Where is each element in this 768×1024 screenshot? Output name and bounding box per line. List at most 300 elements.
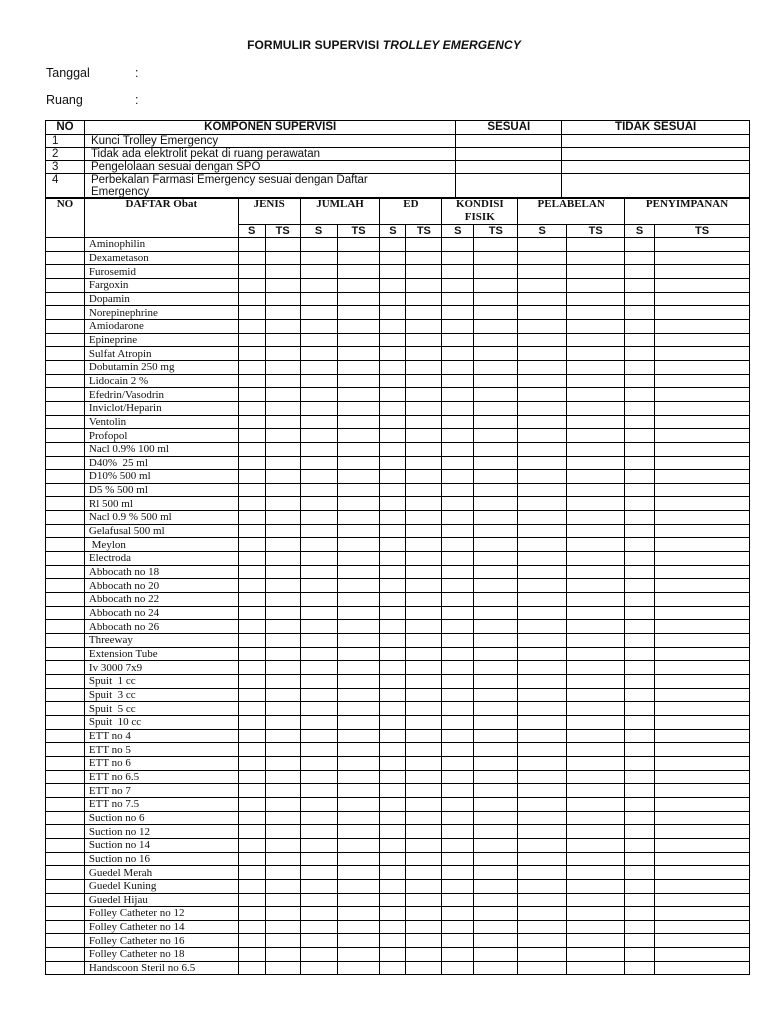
check-cell-ts[interactable]	[337, 825, 380, 839]
check-cell-s[interactable]	[238, 838, 265, 852]
check-cell-s[interactable]	[238, 319, 265, 333]
check-cell-s[interactable]	[625, 538, 655, 552]
check-cell-s[interactable]	[442, 319, 474, 333]
check-cell-ts[interactable]	[567, 743, 625, 757]
check-cell-s[interactable]	[380, 415, 406, 429]
check-cell-ts[interactable]	[337, 360, 380, 374]
check-cell-ts[interactable]	[655, 292, 750, 306]
check-cell-s[interactable]	[380, 347, 406, 361]
check-cell-ts[interactable]	[337, 415, 380, 429]
check-cell-s[interactable]	[442, 770, 474, 784]
check-cell-ts[interactable]	[567, 661, 625, 675]
check-cell-ts[interactable]	[406, 770, 442, 784]
check-cell-s[interactable]	[238, 702, 265, 716]
check-cell-s[interactable]	[238, 620, 265, 634]
check-cell-ts[interactable]	[655, 647, 750, 661]
check-cell-ts[interactable]	[567, 306, 625, 320]
check-cell-s[interactable]	[238, 852, 265, 866]
check-cell-s[interactable]	[380, 278, 406, 292]
check-cell-ts[interactable]	[265, 838, 300, 852]
check-cell-s[interactable]	[442, 620, 474, 634]
check-cell-s[interactable]	[238, 415, 265, 429]
check-cell-s[interactable]	[300, 552, 337, 566]
check-cell-s[interactable]	[380, 552, 406, 566]
check-cell-ts[interactable]	[655, 893, 750, 907]
check-cell-s[interactable]	[442, 920, 474, 934]
check-cell-s[interactable]	[625, 319, 655, 333]
check-cell-s[interactable]	[442, 278, 474, 292]
check-cell-ts[interactable]	[337, 442, 380, 456]
check-cell-ts[interactable]	[265, 538, 300, 552]
check-cell-ts[interactable]	[567, 347, 625, 361]
check-cell-s[interactable]	[442, 893, 474, 907]
check-cell-ts[interactable]	[567, 401, 625, 415]
check-cell-ts[interactable]	[265, 374, 300, 388]
check-cell-ts[interactable]	[337, 497, 380, 511]
check-cell-s[interactable]	[625, 852, 655, 866]
check-cell-s[interactable]	[625, 811, 655, 825]
check-cell-ts[interactable]	[265, 456, 300, 470]
check-cell-s[interactable]	[625, 675, 655, 689]
sesuai-cell[interactable]	[456, 148, 562, 161]
check-cell-ts[interactable]	[406, 538, 442, 552]
check-cell-s[interactable]	[380, 360, 406, 374]
check-cell-ts[interactable]	[567, 292, 625, 306]
check-cell-ts[interactable]	[406, 483, 442, 497]
check-cell-s[interactable]	[442, 579, 474, 593]
check-cell-ts[interactable]	[337, 784, 380, 798]
check-cell-s[interactable]	[518, 879, 567, 893]
check-cell-ts[interactable]	[655, 688, 750, 702]
check-cell-s[interactable]	[518, 552, 567, 566]
check-cell-ts[interactable]	[567, 579, 625, 593]
check-cell-ts[interactable]	[474, 306, 518, 320]
check-cell-s[interactable]	[238, 729, 265, 743]
check-cell-ts[interactable]	[337, 347, 380, 361]
check-cell-ts[interactable]	[265, 606, 300, 620]
check-cell-s[interactable]	[300, 415, 337, 429]
check-cell-ts[interactable]	[406, 893, 442, 907]
check-cell-s[interactable]	[625, 934, 655, 948]
check-cell-s[interactable]	[518, 647, 567, 661]
check-cell-ts[interactable]	[474, 319, 518, 333]
check-cell-ts[interactable]	[567, 934, 625, 948]
check-cell-s[interactable]	[300, 456, 337, 470]
check-cell-s[interactable]	[300, 442, 337, 456]
check-cell-ts[interactable]	[406, 593, 442, 607]
check-cell-s[interactable]	[300, 538, 337, 552]
check-cell-s[interactable]	[518, 634, 567, 648]
check-cell-s[interactable]	[442, 784, 474, 798]
check-cell-ts[interactable]	[406, 292, 442, 306]
check-cell-s[interactable]	[518, 811, 567, 825]
check-cell-ts[interactable]	[567, 825, 625, 839]
check-cell-s[interactable]	[518, 251, 567, 265]
check-cell-ts[interactable]	[406, 825, 442, 839]
check-cell-ts[interactable]	[265, 647, 300, 661]
tidak-sesuai-cell[interactable]	[562, 174, 750, 199]
check-cell-ts[interactable]	[655, 661, 750, 675]
check-cell-s[interactable]	[518, 292, 567, 306]
check-cell-ts[interactable]	[567, 756, 625, 770]
check-cell-ts[interactable]	[655, 483, 750, 497]
check-cell-s[interactable]	[238, 770, 265, 784]
check-cell-ts[interactable]	[567, 961, 625, 975]
check-cell-ts[interactable]	[567, 606, 625, 620]
check-cell-ts[interactable]	[406, 333, 442, 347]
check-cell-s[interactable]	[518, 415, 567, 429]
check-cell-s[interactable]	[442, 388, 474, 402]
check-cell-ts[interactable]	[265, 934, 300, 948]
check-cell-s[interactable]	[625, 715, 655, 729]
check-cell-ts[interactable]	[265, 675, 300, 689]
check-cell-ts[interactable]	[655, 620, 750, 634]
check-cell-s[interactable]	[442, 866, 474, 880]
check-cell-ts[interactable]	[265, 497, 300, 511]
check-cell-s[interactable]	[380, 647, 406, 661]
check-cell-ts[interactable]	[406, 415, 442, 429]
check-cell-s[interactable]	[300, 429, 337, 443]
check-cell-s[interactable]	[442, 374, 474, 388]
check-cell-s[interactable]	[380, 292, 406, 306]
check-cell-ts[interactable]	[406, 811, 442, 825]
check-cell-ts[interactable]	[655, 401, 750, 415]
check-cell-ts[interactable]	[337, 770, 380, 784]
check-cell-ts[interactable]	[474, 374, 518, 388]
check-cell-s[interactable]	[300, 374, 337, 388]
check-cell-s[interactable]	[442, 538, 474, 552]
check-cell-ts[interactable]	[406, 565, 442, 579]
check-cell-ts[interactable]	[406, 524, 442, 538]
check-cell-s[interactable]	[518, 784, 567, 798]
check-cell-s[interactable]	[238, 265, 265, 279]
check-cell-ts[interactable]	[265, 442, 300, 456]
check-cell-ts[interactable]	[337, 620, 380, 634]
check-cell-ts[interactable]	[265, 852, 300, 866]
check-cell-ts[interactable]	[474, 265, 518, 279]
check-cell-s[interactable]	[625, 456, 655, 470]
check-cell-s[interactable]	[300, 811, 337, 825]
check-cell-s[interactable]	[300, 634, 337, 648]
check-cell-ts[interactable]	[567, 497, 625, 511]
check-cell-ts[interactable]	[265, 811, 300, 825]
check-cell-s[interactable]	[518, 702, 567, 716]
check-cell-ts[interactable]	[474, 702, 518, 716]
check-cell-s[interactable]	[238, 470, 265, 484]
check-cell-ts[interactable]	[474, 743, 518, 757]
check-cell-ts[interactable]	[474, 565, 518, 579]
check-cell-ts[interactable]	[567, 948, 625, 962]
check-cell-ts[interactable]	[655, 306, 750, 320]
check-cell-s[interactable]	[300, 675, 337, 689]
check-cell-s[interactable]	[238, 675, 265, 689]
check-cell-ts[interactable]	[265, 278, 300, 292]
check-cell-ts[interactable]	[265, 251, 300, 265]
check-cell-ts[interactable]	[655, 429, 750, 443]
check-cell-ts[interactable]	[474, 934, 518, 948]
check-cell-s[interactable]	[442, 552, 474, 566]
check-cell-s[interactable]	[238, 811, 265, 825]
check-cell-ts[interactable]	[474, 756, 518, 770]
check-cell-s[interactable]	[300, 961, 337, 975]
check-cell-ts[interactable]	[337, 743, 380, 757]
check-cell-ts[interactable]	[567, 265, 625, 279]
check-cell-ts[interactable]	[655, 797, 750, 811]
check-cell-s[interactable]	[442, 647, 474, 661]
check-cell-ts[interactable]	[474, 483, 518, 497]
check-cell-s[interactable]	[518, 593, 567, 607]
check-cell-s[interactable]	[518, 675, 567, 689]
check-cell-ts[interactable]	[337, 374, 380, 388]
check-cell-ts[interactable]	[406, 756, 442, 770]
check-cell-ts[interactable]	[406, 306, 442, 320]
check-cell-ts[interactable]	[567, 920, 625, 934]
check-cell-ts[interactable]	[567, 442, 625, 456]
check-cell-ts[interactable]	[567, 552, 625, 566]
check-cell-s[interactable]	[380, 797, 406, 811]
check-cell-s[interactable]	[625, 524, 655, 538]
check-cell-ts[interactable]	[265, 893, 300, 907]
check-cell-ts[interactable]	[406, 251, 442, 265]
check-cell-s[interactable]	[442, 743, 474, 757]
check-cell-s[interactable]	[380, 511, 406, 525]
check-cell-ts[interactable]	[337, 388, 380, 402]
ruang-field[interactable]	[46, 93, 139, 107]
check-cell-s[interactable]	[238, 251, 265, 265]
check-cell-ts[interactable]	[567, 319, 625, 333]
check-cell-ts[interactable]	[265, 825, 300, 839]
check-cell-ts[interactable]	[406, 620, 442, 634]
check-cell-s[interactable]	[380, 470, 406, 484]
check-cell-s[interactable]	[442, 347, 474, 361]
check-cell-s[interactable]	[238, 347, 265, 361]
check-cell-ts[interactable]	[655, 634, 750, 648]
check-cell-s[interactable]	[380, 756, 406, 770]
check-cell-s[interactable]	[442, 251, 474, 265]
check-cell-s[interactable]	[300, 333, 337, 347]
check-cell-ts[interactable]	[655, 415, 750, 429]
check-cell-s[interactable]	[442, 306, 474, 320]
check-cell-s[interactable]	[442, 442, 474, 456]
check-cell-s[interactable]	[380, 852, 406, 866]
check-cell-s[interactable]	[380, 784, 406, 798]
check-cell-ts[interactable]	[406, 388, 442, 402]
check-cell-ts[interactable]	[567, 688, 625, 702]
check-cell-s[interactable]	[238, 634, 265, 648]
check-cell-s[interactable]	[380, 565, 406, 579]
check-cell-ts[interactable]	[406, 347, 442, 361]
check-cell-s[interactable]	[518, 756, 567, 770]
check-cell-ts[interactable]	[567, 784, 625, 798]
check-cell-ts[interactable]	[406, 797, 442, 811]
sesuai-cell[interactable]	[456, 174, 562, 199]
check-cell-ts[interactable]	[337, 251, 380, 265]
check-cell-ts[interactable]	[265, 634, 300, 648]
check-cell-ts[interactable]	[337, 265, 380, 279]
check-cell-ts[interactable]	[474, 784, 518, 798]
check-cell-ts[interactable]	[406, 866, 442, 880]
check-cell-s[interactable]	[625, 756, 655, 770]
check-cell-ts[interactable]	[474, 948, 518, 962]
check-cell-s[interactable]	[442, 265, 474, 279]
check-cell-s[interactable]	[518, 934, 567, 948]
check-cell-s[interactable]	[300, 497, 337, 511]
check-cell-ts[interactable]	[337, 429, 380, 443]
check-cell-ts[interactable]	[474, 961, 518, 975]
check-cell-ts[interactable]	[337, 715, 380, 729]
check-cell-s[interactable]	[300, 920, 337, 934]
check-cell-s[interactable]	[300, 292, 337, 306]
check-cell-ts[interactable]	[655, 729, 750, 743]
check-cell-s[interactable]	[625, 620, 655, 634]
check-cell-s[interactable]	[300, 866, 337, 880]
check-cell-s[interactable]	[518, 893, 567, 907]
check-cell-ts[interactable]	[337, 456, 380, 470]
check-cell-s[interactable]	[518, 729, 567, 743]
check-cell-ts[interactable]	[265, 524, 300, 538]
check-cell-s[interactable]	[625, 920, 655, 934]
check-cell-ts[interactable]	[337, 552, 380, 566]
check-cell-ts[interactable]	[655, 879, 750, 893]
check-cell-ts[interactable]	[337, 797, 380, 811]
check-cell-s[interactable]	[442, 238, 474, 252]
check-cell-s[interactable]	[625, 770, 655, 784]
check-cell-s[interactable]	[625, 634, 655, 648]
check-cell-s[interactable]	[625, 278, 655, 292]
check-cell-s[interactable]	[380, 920, 406, 934]
check-cell-ts[interactable]	[406, 401, 442, 415]
check-cell-s[interactable]	[518, 961, 567, 975]
check-cell-ts[interactable]	[406, 278, 442, 292]
check-cell-ts[interactable]	[337, 838, 380, 852]
check-cell-ts[interactable]	[474, 606, 518, 620]
check-cell-s[interactable]	[625, 606, 655, 620]
check-cell-ts[interactable]	[337, 483, 380, 497]
tidak-sesuai-cell[interactable]	[562, 135, 750, 148]
check-cell-s[interactable]	[238, 825, 265, 839]
check-cell-ts[interactable]	[655, 360, 750, 374]
check-cell-ts[interactable]	[474, 675, 518, 689]
check-cell-s[interactable]	[300, 606, 337, 620]
check-cell-s[interactable]	[300, 838, 337, 852]
check-cell-ts[interactable]	[567, 456, 625, 470]
check-cell-s[interactable]	[238, 606, 265, 620]
check-cell-ts[interactable]	[406, 661, 442, 675]
check-cell-s[interactable]	[625, 893, 655, 907]
check-cell-ts[interactable]	[567, 797, 625, 811]
check-cell-ts[interactable]	[406, 319, 442, 333]
check-cell-ts[interactable]	[337, 579, 380, 593]
check-cell-s[interactable]	[518, 401, 567, 415]
check-cell-ts[interactable]	[567, 702, 625, 716]
check-cell-ts[interactable]	[567, 879, 625, 893]
check-cell-ts[interactable]	[265, 688, 300, 702]
check-cell-s[interactable]	[300, 483, 337, 497]
check-cell-s[interactable]	[442, 948, 474, 962]
check-cell-ts[interactable]	[406, 675, 442, 689]
check-cell-ts[interactable]	[655, 866, 750, 880]
check-cell-s[interactable]	[300, 729, 337, 743]
check-cell-ts[interactable]	[265, 743, 300, 757]
check-cell-s[interactable]	[380, 893, 406, 907]
check-cell-ts[interactable]	[265, 920, 300, 934]
check-cell-s[interactable]	[442, 702, 474, 716]
check-cell-ts[interactable]	[406, 238, 442, 252]
check-cell-ts[interactable]	[406, 579, 442, 593]
check-cell-ts[interactable]	[474, 552, 518, 566]
check-cell-s[interactable]	[238, 961, 265, 975]
check-cell-s[interactable]	[300, 306, 337, 320]
check-cell-s[interactable]	[518, 852, 567, 866]
check-cell-ts[interactable]	[406, 702, 442, 716]
check-cell-ts[interactable]	[265, 784, 300, 798]
check-cell-s[interactable]	[238, 333, 265, 347]
check-cell-s[interactable]	[625, 552, 655, 566]
check-cell-ts[interactable]	[265, 948, 300, 962]
check-cell-ts[interactable]	[474, 347, 518, 361]
check-cell-s[interactable]	[238, 552, 265, 566]
check-cell-ts[interactable]	[406, 647, 442, 661]
check-cell-ts[interactable]	[655, 934, 750, 948]
check-cell-s[interactable]	[238, 238, 265, 252]
check-cell-s[interactable]	[442, 634, 474, 648]
check-cell-ts[interactable]	[406, 606, 442, 620]
check-cell-s[interactable]	[380, 442, 406, 456]
check-cell-ts[interactable]	[655, 278, 750, 292]
check-cell-ts[interactable]	[655, 593, 750, 607]
check-cell-ts[interactable]	[655, 948, 750, 962]
check-cell-s[interactable]	[300, 524, 337, 538]
check-cell-ts[interactable]	[567, 852, 625, 866]
check-cell-s[interactable]	[518, 606, 567, 620]
check-cell-s[interactable]	[238, 784, 265, 798]
check-cell-s[interactable]	[380, 497, 406, 511]
check-cell-s[interactable]	[518, 483, 567, 497]
check-cell-ts[interactable]	[265, 565, 300, 579]
check-cell-s[interactable]	[300, 715, 337, 729]
check-cell-ts[interactable]	[474, 893, 518, 907]
check-cell-ts[interactable]	[406, 470, 442, 484]
check-cell-ts[interactable]	[474, 593, 518, 607]
check-cell-s[interactable]	[380, 702, 406, 716]
check-cell-ts[interactable]	[337, 634, 380, 648]
check-cell-ts[interactable]	[474, 497, 518, 511]
check-cell-s[interactable]	[442, 879, 474, 893]
check-cell-s[interactable]	[238, 429, 265, 443]
check-cell-s[interactable]	[625, 579, 655, 593]
check-cell-s[interactable]	[238, 920, 265, 934]
check-cell-ts[interactable]	[265, 429, 300, 443]
check-cell-ts[interactable]	[337, 511, 380, 525]
check-cell-ts[interactable]	[655, 265, 750, 279]
check-cell-s[interactable]	[300, 852, 337, 866]
check-cell-s[interactable]	[518, 278, 567, 292]
check-cell-ts[interactable]	[265, 292, 300, 306]
check-cell-ts[interactable]	[474, 715, 518, 729]
check-cell-s[interactable]	[625, 825, 655, 839]
check-cell-ts[interactable]	[337, 333, 380, 347]
check-cell-ts[interactable]	[265, 797, 300, 811]
check-cell-s[interactable]	[442, 456, 474, 470]
check-cell-s[interactable]	[380, 688, 406, 702]
check-cell-s[interactable]	[625, 838, 655, 852]
check-cell-ts[interactable]	[474, 388, 518, 402]
check-cell-ts[interactable]	[474, 333, 518, 347]
check-cell-ts[interactable]	[655, 961, 750, 975]
check-cell-s[interactable]	[300, 265, 337, 279]
check-cell-ts[interactable]	[567, 388, 625, 402]
check-cell-s[interactable]	[442, 470, 474, 484]
